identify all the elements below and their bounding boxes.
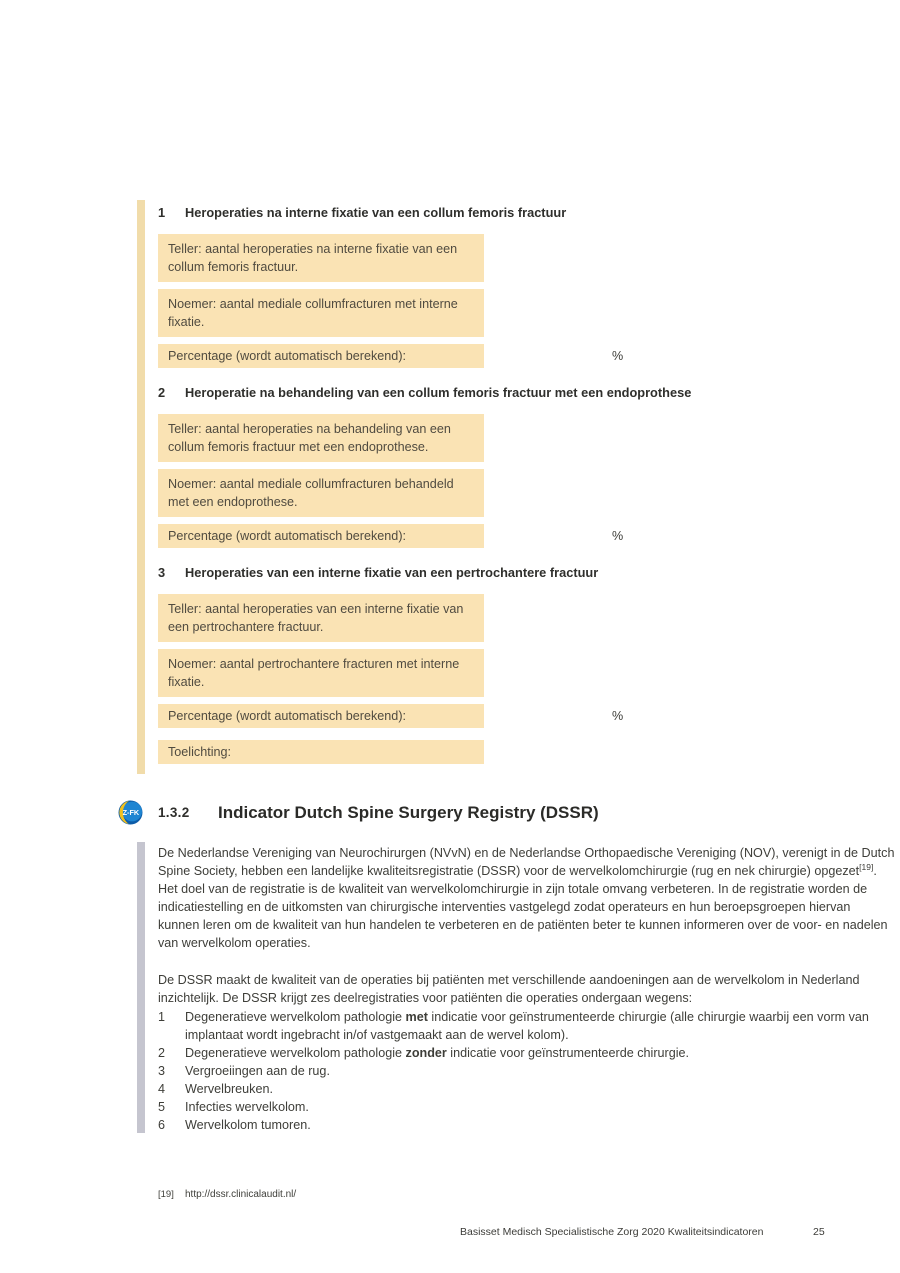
indicator-title: Heroperatie na behandeling van een collum femoris fractuur met een endoprothese [185,385,692,400]
list-item-text-part: indicatie voor geïnstrumenteerde chirurgie (alle chirurgie waarbij een vorm van implantaat wordt ingebracht in/of vastgemaakt aan de wervel kolom). [185,1010,869,1042]
footnote-reference: [19] [859,861,874,872]
list-item [158,1116,895,1134]
toelichting-row [158,740,717,764]
indicator-number: 1 [158,205,166,220]
teller-field[interactable]: Teller: aantal heroperaties na behandeling van een collum femoris fractuur met een endoprothese. [158,414,484,462]
list-item-text [185,1044,895,1062]
list-item-text [185,1116,895,1134]
teller-field[interactable]: Teller: aantal heroperaties na interne fixatie van een collum femoris fractuur. [158,234,484,282]
indicator-number: 3 [158,565,166,580]
dssr-paragraph-1 [158,844,895,952]
percentage-field[interactable]: Percentage (wordt automatisch berekend): [158,524,484,548]
list-item [158,1008,895,1044]
indicator-heading [158,386,717,400]
list-item-number: 4 [158,1082,166,1096]
dssr-section-heading [118,800,900,825]
percentage-row [158,704,717,728]
indicator-heading [158,566,717,580]
footnote [158,1189,296,1200]
footer-page-number: 25 [813,1226,825,1238]
noemer-field[interactable]: Noemer: aantal mediale collumfracturen behandeld met een endoprothese. [158,469,484,517]
zfk-badge-text: Z-FK [122,808,140,818]
list-item-number: 3 [158,1064,166,1078]
list-item-number: 1 [158,1010,166,1024]
list-item-text [185,1080,895,1098]
indicator-title: Heroperaties na interne fixatie van een collum femoris fractuur [185,205,567,220]
yellow-accent-bar [137,200,145,774]
list-item-text [185,1062,895,1080]
list-item-bold-word: met [405,1010,428,1024]
indicator-form-content [158,200,717,764]
list-item [158,1080,895,1098]
list-item-text-part: Degeneratieve wervelkolom pathologie [185,1010,406,1024]
noemer-field[interactable]: Noemer: aantal mediale collumfracturen met interne fixatie. [158,289,484,337]
list-item-text-part: Wervelkolom tumoren. [185,1118,311,1132]
indicator-group-2 [158,386,717,548]
footnote-marker: [19] [158,1189,174,1200]
percentage-field[interactable]: Percentage (wordt automatisch berekend): [158,344,484,368]
list-item-text-part: Vergroeiingen aan de rug. [185,1064,330,1078]
page-footer [0,1226,900,1242]
list-item-text-part: Degeneratieve wervelkolom pathologie [185,1046,406,1060]
indicator-heading [158,206,717,220]
teller-field[interactable]: Teller: aantal heroperaties van een interne fixatie van een pertrochantere fractuur. [158,594,484,642]
indicator-group-1 [158,206,717,368]
zfk-circle-badge-icon [118,800,143,825]
list-item [158,1044,895,1062]
dssr-body-text [158,844,895,1134]
list-item-text [185,1098,895,1116]
indicator-number: 2 [158,385,166,400]
indicator-form-section [137,200,717,764]
list-item-number: 5 [158,1100,166,1114]
list-item-text-part: indicatie voor geïnstrumenteerde chirurgie. [446,1046,690,1060]
noemer-field[interactable]: Noemer: aantal pertrochantere fracturen met interne fixatie. [158,649,484,697]
list-item-bold-word: zonder [405,1046,447,1060]
deelregistraties-list [158,1008,895,1134]
list-item [158,1098,895,1116]
indicator-title: Heroperaties van een interne fixatie van een pertrochantere fractuur [185,565,599,580]
dssr-section [118,800,900,1134]
section-title: Indicator Dutch Spine Surgery Registry (DSSR) [218,802,599,822]
dssr-paragraph-2: De DSSR maakt de kwaliteit van de operaties bij patiënten met verschillende aandoeningen aan de wervelkolom in Nederland inzichtelijk. De DSSR krijgt zes deelregistraties voor patiënten die operaties ondergaan wegens: [158,973,860,1005]
paragraph-text: De Nederlandse Vereniging van Neurochirurgen (NVvN) en de Nederlandse Orthopaedische Vereniging (NOV), verenigt in de Dutch Spine Society, hebben een landelijke kwaliteitsregistratie (DSSR) voor de wervelkolomchirurgie (rug en nek chirurgie) opgezet [158,846,895,878]
list-item-text-part: Infecties wervelkolom. [185,1100,309,1114]
footer-document-title: Basisset Medisch Specialistische Zorg 2020 Kwaliteitsindicatoren [460,1226,764,1238]
percentage-row [158,524,717,548]
list-item-number: 2 [158,1046,166,1060]
paragraph-text: . Het doel van de registratie is de kwaliteit van wervelkolomchirurgie in zijn totale omvang verbeteren. In de registratie worden de indicatiestelling en de uitkomsten van chirurgische interventies vastgelegd zodat operateurs en hun beroepsgroepen hiervan kunnen leren om de kwaliteit van hun handelen te verbeteren en de patiënten beter te kunnen informeren over de voor- en nadelen van wervelkolom operaties. [158,864,888,950]
indicator-group-3 [158,566,717,728]
list-item-number: 6 [158,1118,166,1132]
list-item-text [185,1008,895,1044]
percent-unit-label: % [612,349,624,363]
list-item [158,1062,895,1080]
percent-unit-label: % [612,529,624,543]
percentage-row [158,344,717,368]
section-number: 1.3.2 [158,805,190,820]
gray-accent-bar [137,842,145,1133]
list-item-text-part: Wervelbreuken. [185,1082,273,1096]
percentage-field[interactable]: Percentage (wordt automatisch berekend): [158,704,484,728]
toelichting-field[interactable]: Toelichting: [158,740,484,764]
percent-unit-label: % [612,709,624,723]
footnote-url-link[interactable]: http://dssr.clinicalaudit.nl/ [185,1189,297,1200]
